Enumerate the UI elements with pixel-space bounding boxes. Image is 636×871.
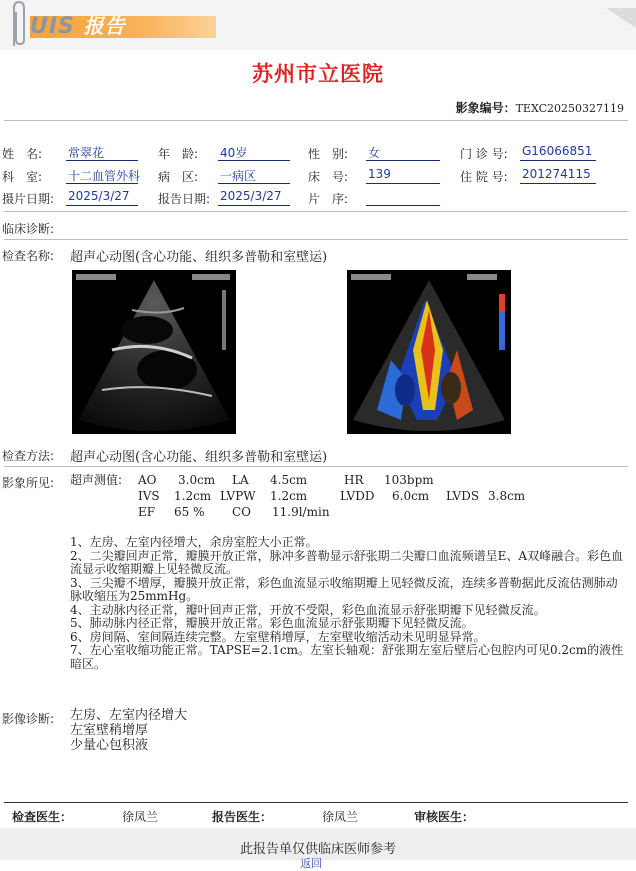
lvpw-value: 1.2cm xyxy=(270,489,308,503)
diagnosis-item: 少量心包积液 xyxy=(70,738,149,753)
ao-value: 3.0cm xyxy=(178,473,216,487)
finding-item: 7、左心室收缩功能正常。TAPSE=2.1cm。左室长轴观：舒张期左室后壁后心包腔内可见0.2cm的液性暗区。 xyxy=(70,643,624,671)
clinic-number: G16066851 xyxy=(520,144,596,161)
film-sequence xyxy=(366,189,440,206)
uis-report-logo: UIS 报告 xyxy=(30,14,126,39)
diagnosis-item: 左室壁稍增厚 xyxy=(70,723,149,738)
ef-label: EF xyxy=(138,505,156,519)
finding-item: 5、肺动脉内径正常，瓣膜开放正常。彩色血流显示舒张期瓣下见轻微反流。 xyxy=(70,616,474,630)
lvpw-label: LVPW xyxy=(220,489,256,503)
finding-item: 2、二尖瓣回声正常，瓣膜开放正常，脉冲多普勒显示舒张期二尖瓣口血流频谱呈E、A双峰融合。彩色血流显示收缩期瓣上见轻微反流。 xyxy=(70,548,624,576)
finding-item: 3、三尖瓣不增厚，瓣膜开放正常，彩色血流显示收缩期瓣上见轻微反流，连续多普勒据此反流估测肺动脉收缩压为25mmHg。 xyxy=(70,575,618,603)
measure-label: 超声测值: xyxy=(70,473,123,487)
ward: 一病区 xyxy=(218,167,290,184)
report-doctor-value: 徐凤兰 xyxy=(322,810,359,824)
co-value: 11.9l/min xyxy=(272,505,330,519)
finding-item: 1、左房、左室内径增大，余房室腔大小正常。 xyxy=(70,535,318,549)
diagnosis-item: 左房、左室内径增大 xyxy=(70,708,188,723)
lvdd-value: 6.0cm xyxy=(392,489,430,503)
bed-number: 139 xyxy=(366,167,440,184)
image-number: 影象编号：TEXC20250327119 xyxy=(455,101,624,115)
lvds-label: LVDS xyxy=(446,489,480,503)
patient-age: 40岁 xyxy=(218,144,290,161)
ultrasound-doppler-image xyxy=(347,270,511,434)
disclaimer-note: 此报告单仅供临床医师参考 xyxy=(239,842,396,857)
exam-name-label: 检查名称: xyxy=(2,249,55,263)
back-link[interactable]: 返回 xyxy=(300,857,322,870)
patient-name: 常翠花 xyxy=(66,144,138,161)
exam-doctor-label: 检查医生： xyxy=(12,810,73,824)
findings-label: 影象所见: xyxy=(2,476,55,490)
echo-image-grayscale[interactable] xyxy=(72,270,236,434)
exam-method-value: 超声心动图(含心功能、组织多普勒和室壁运) xyxy=(70,450,328,465)
exam-method-label: 检查方法: xyxy=(2,449,55,463)
paperclip-icon xyxy=(8,0,30,52)
la-label: LA xyxy=(232,473,249,487)
patient-row-1: 姓 名: 常翠花 年 龄: 40岁 性 别: 女 门 诊 号: G16066851 xyxy=(2,142,632,162)
ef-value: 65 % xyxy=(174,505,205,519)
clinical-diagnosis-label: 临床诊断: xyxy=(2,222,55,236)
hr-label: HR xyxy=(344,473,364,487)
hr-value: 103bpm xyxy=(384,473,434,487)
film-date: 2025/3/27 xyxy=(66,189,138,206)
divider xyxy=(4,211,628,212)
report-date: 2025/3/27 xyxy=(218,189,290,206)
lvds-value: 3.8cm xyxy=(488,489,526,503)
review-doctor-label: 审核医生： xyxy=(414,810,475,824)
ivs-label: IVS xyxy=(138,489,160,503)
inpatient-number: 201274115 xyxy=(520,167,596,184)
exam-name-value: 超声心动图(含心功能、组织多普勒和室壁运) xyxy=(70,250,328,265)
footer-divider xyxy=(4,802,628,803)
patient-row-2: 科 室: 十二血管外科 病 区: 一病区 床 号: 139 住 院 号: 201274115 xyxy=(2,165,632,185)
diagnosis-list xyxy=(70,708,187,753)
signature-row xyxy=(0,804,636,828)
finding-item: 6、房间隔、室间隔连续完整。左室壁稍增厚，左室壁收缩活动未见明显异常。 xyxy=(70,629,486,644)
patient-sex: 女 xyxy=(366,144,440,161)
finding-item: 4、主动脉内径正常，瓣叶回声正常，开放不受限，彩色血流显示舒张期瓣下见轻微反流。 xyxy=(70,602,546,617)
exam-doctor-value: 徐凤兰 xyxy=(122,810,159,824)
patient-row-3: 摄片日期: 2025/3/27 报告日期: 2025/3/27 片 序: xyxy=(2,187,632,207)
co-label: CO xyxy=(232,505,252,519)
lvdd-label: LVDD xyxy=(340,489,375,503)
page-curl-icon xyxy=(606,8,636,28)
divider xyxy=(4,466,628,467)
report-doctor-label: 报告医生： xyxy=(212,810,273,824)
echo-image-doppler[interactable] xyxy=(347,270,511,434)
findings-list xyxy=(70,536,626,671)
diagnosis-label: 影像诊断: xyxy=(2,712,55,726)
divider xyxy=(4,120,628,121)
ao-label: AO xyxy=(138,473,157,487)
department: 十二血管外科 xyxy=(68,169,141,183)
divider xyxy=(4,239,628,240)
ivs-value: 1.2cm xyxy=(174,489,212,503)
la-value: 4.5cm xyxy=(270,473,308,487)
hospital-title: 苏州市立医院 xyxy=(252,61,384,86)
ultrasound-bmode-image xyxy=(72,270,236,434)
